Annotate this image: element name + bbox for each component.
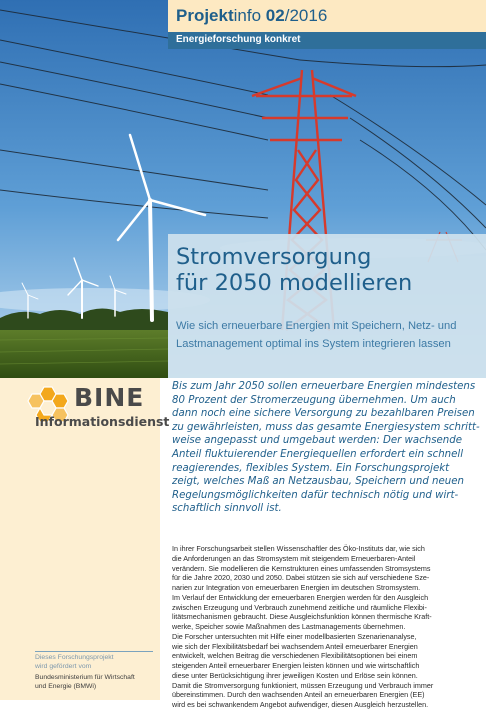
intro-line: zeigt, welches Maß an Netzausbau, Speichern und neuen [172,476,464,488]
intro-line: reagierendes, flexibles System. Ein Forschungsprojekt [172,462,450,474]
body-line: Die Forscher untersuchten mit Hilfe einer modellbasierten Szenarienanalyse, [172,631,417,641]
intro-line: Bis zum Jahr 2050 sollen erneuerbare Energien mindestens [172,381,476,392]
body-line: wie sich der Flexibilitätsbedarf bei wachsendem Anteil erneuerbarer Energien [172,641,418,651]
ministry-line-1: Bundesministerium für Wirtschaft [35,674,135,681]
intro-line: 80 Prozent der Stromerzeugung übernehmen. Um auch [172,394,456,406]
series-name-bold: Projekt [176,6,234,25]
series-name-normal: info [233,6,262,25]
body-line: diese unter Berücksichtigung ihrer jeweiligen Kosten und Erlöse sein können. [172,670,418,680]
body-line: steigenden Anteil erneuerbarer Energien leisten können und wie wirtschaftlich [172,661,420,670]
intro-line: zu gewährleisten, muss das gesamte Energiesystem schritt- [172,421,480,433]
intro-line: Anteil fluktuierender Energiequellen erfordert ein schnell [172,448,464,460]
page-subtitle-line-2: Lastmanagement optimal ins System integrieren lassen [176,338,451,350]
category-bar [168,32,486,49]
issue-year: 2016 [289,6,328,25]
publication-series-title [176,6,327,26]
body-line: narien zur Integration von erneuerbaren Energien im deutschen Stromsystem. [172,583,421,592]
body-line: entwickelt, welchen Beitrag die verschiedenen Flexibilitätsoptionen bei einem [172,651,418,661]
intro-line: schaftlich sinnvoll ist. [172,503,282,515]
body-line: verändern. Sie modellieren die Kernstrukturen eines umfassenden Stromsystems [172,563,431,573]
body-line: litätsmechanismen gebraucht. Diese Ausgleichsfunktion können thermische Kraft- [172,612,432,622]
page-title-line-1: Stromversorgung [176,244,372,270]
brand-tagline: Informationsdienst [35,414,170,429]
body-paragraph [172,544,478,710]
funding-label-line-1: Dieses Forschungsprojekt [35,654,114,661]
body-line: für die Jahre 2020, 2030 und 2050. Dabei stützen sie sich auf verschiedene Sze- [172,573,430,583]
intro-line: Regelungsmöglichkeiten dafür technisch nötig und wirt- [172,489,459,501]
funding-label-line-2: wird gefördert vom [35,663,92,670]
issue-separator: / [284,6,290,25]
page-title-line-2: für 2050 modellieren [176,270,413,296]
issue-number: 02 [265,6,285,25]
body-line: wird es bei schwankendem Angebot aufwendiger, diesen Ausgleich herzustellen. [172,700,429,709]
body-line: Damit die Stromversorgung funktioniert, müssen Erzeugung und Verbrauch immer [172,680,434,690]
ministry-line-2: und Energie (BMWi) [35,683,97,690]
brand-name: BINE [74,383,145,412]
category-label: Energieforschung konkret [176,34,301,45]
intro-line: dann noch eine sichere Versorgung zu bezahlbaren Preisen [172,408,475,420]
intro-line: weise angepasst und umgebaut werden: Der wachsende [172,435,462,447]
body-line: übereinstimmen. Durch den wachsenden Anteil an erneuerbaren Energien (EE) [172,690,425,700]
sidebar-divider [35,651,153,652]
body-line: werke, Speicher sowie Maßnahmen des Lastmanagements übernehmen. [172,622,406,631]
body-line: In ihrer Forschungsarbeit stellen Wissenschaftler des Öko-Instituts dar, wie sich [172,544,425,553]
body-line: Im Verlauf der Entwicklung der erneuerbaren Energien werden für den Ausgleich [172,592,429,602]
body-line: die Anforderungen an das Stromsystem mit steigendem Erneuerbaren-Anteil [172,553,416,563]
intro-paragraph [172,380,480,516]
page-subtitle-line-1: Wie sich erneuerbare Energien mit Speichern, Netz- und [176,320,457,332]
body-line: zwischen Erzeugung und Verbrauch zunehmend zeitliche und räumliche Flexibi- [172,602,427,612]
